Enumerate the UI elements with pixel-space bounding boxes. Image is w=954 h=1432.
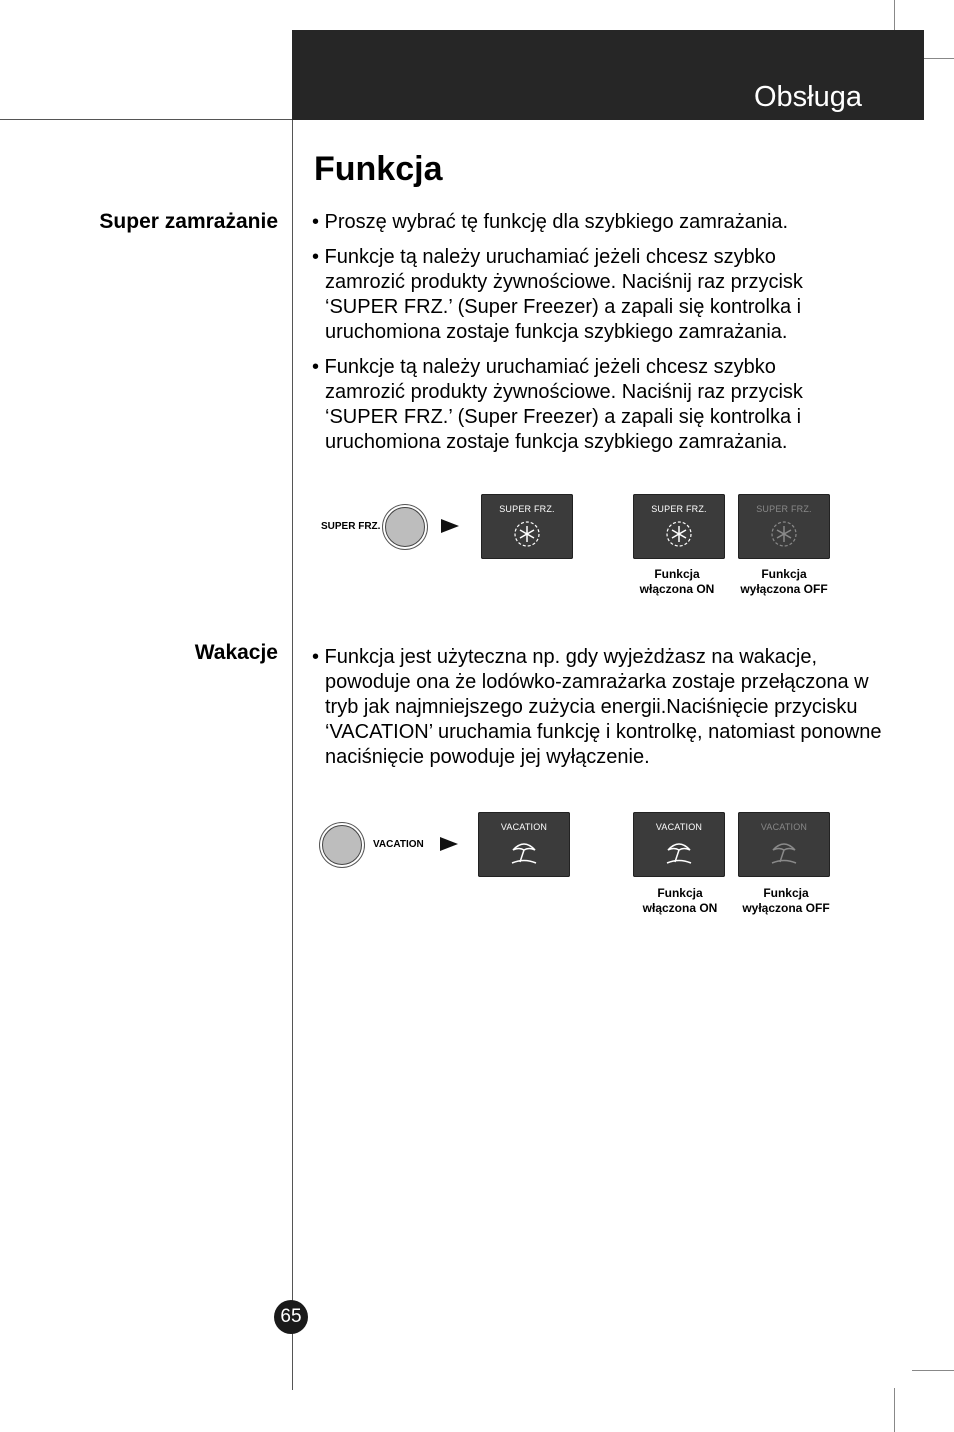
umbrella-icon — [768, 836, 800, 868]
page-number: 65 — [274, 1300, 308, 1334]
vacation-button-label: VACATION — [373, 839, 424, 850]
crop-mark-top-h — [924, 58, 954, 59]
panel-label: VACATION — [655, 822, 703, 832]
vacation-caption-on: Funkcja włączona ON — [642, 886, 718, 915]
super-bullet-1: • Proszę wybrać tę funkcję dla szybkiego zamrażania. — [312, 211, 789, 233]
super-caption-on: Funkcja włączona ON — [639, 567, 715, 596]
vertical-rule — [292, 30, 293, 1390]
super-frz-button-label: SUPER FRZ. — [321, 521, 381, 532]
super-freeze-label: Super zamrażanie — [99, 210, 278, 233]
panel-label: SUPER FRZ. — [651, 504, 707, 514]
arrow-right-icon — [441, 519, 459, 533]
panel-label: SUPER FRZ. — [499, 504, 555, 514]
arrow-right-icon — [440, 837, 458, 851]
vacation-panel — [478, 812, 570, 877]
section-header-bar — [292, 30, 924, 120]
vacation-caption-off: Funkcja wyłączona OFF — [742, 886, 830, 915]
vacation-panel-off — [738, 812, 830, 877]
panel-label: SUPER FRZ. — [756, 504, 812, 514]
super-frz-panel — [481, 494, 573, 559]
super-bullet-3: • Funkcje tą należy uruchamiać jeżeli chcesz szybko zamrozić produkty żywnościowe. Naciśnij raz przycisk ‘SUPER FRZ.’ (Super Freezer) a zapali się kontrolka i uruchomiona zostaje funkcja szybkiego zamrażania. — [312, 356, 803, 453]
super-frz-panel-off — [738, 494, 830, 559]
page-heading: Funkcja — [314, 150, 443, 188]
snowflake-icon — [511, 518, 543, 550]
umbrella-icon — [508, 836, 540, 868]
super-bullet-2: • Funkcje tą należy uruchamiać jeżeli chcesz szybko zamrozić produkty żywnościowe. Naciśnij raz przycisk ‘SUPER FRZ.’ (Super Freezer) a zapali się kontrolka i uruchomiona zostaje funkcja szybkiego zamrażania. — [312, 246, 803, 343]
crop-mark-bottom-v — [894, 1388, 895, 1432]
vacation-bullet-1: • Funkcja jest użyteczna np. gdy wyjeżdżasz na wakacje, powoduje ona że lodówko-zamrażarka zostaje przełączona w tryb jak najmniejszego zużycia energii.Naciśnięcie przycisku ‘VACATION’ uruchamia funkcję i kontrolkę, natomiast ponowne naciśnięcie powoduje jej wyłączenie. — [312, 646, 882, 768]
panel-label: VACATION — [500, 822, 548, 832]
snowflake-icon — [768, 518, 800, 550]
super-caption-off: Funkcja wyłączona OFF — [740, 567, 828, 596]
crop-mark-top-v — [894, 0, 895, 30]
snowflake-icon — [663, 518, 695, 550]
super-frz-button[interactable] — [385, 507, 425, 547]
vacation-button[interactable] — [322, 825, 362, 865]
top-left-rule — [0, 119, 292, 120]
vacation-panel-on — [633, 812, 725, 877]
section-title: Obsługa — [753, 81, 862, 113]
panel-label: VACATION — [760, 822, 808, 832]
crop-mark-bottom-h — [912, 1370, 954, 1371]
vacation-label: Wakacje — [194, 641, 278, 664]
super-frz-panel-on — [633, 494, 725, 559]
umbrella-icon — [663, 836, 695, 868]
